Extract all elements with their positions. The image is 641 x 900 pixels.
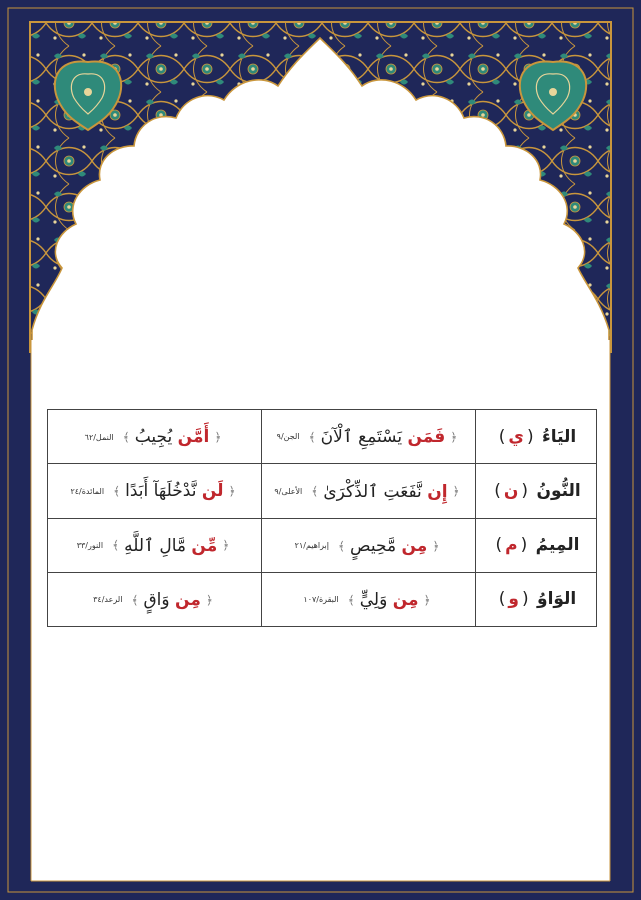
ayah-red-word: أَمَّن [177, 427, 210, 448]
ayah-red-word: لَن [201, 481, 224, 502]
surah-reference: المائدة/٢٤ [70, 486, 105, 496]
surah-reference: الرعد/٣٤ [93, 595, 123, 605]
example-cell-2 [48, 464, 262, 518]
ornate-bracket-open-icon: ﴿ [222, 538, 230, 553]
surah-reference: البقرة/١٠٧ [303, 595, 339, 605]
ayah-text [323, 481, 447, 502]
letter-name: اليَاءُ [542, 426, 577, 447]
ornate-bracket-close-icon: ﴾ [113, 484, 121, 499]
letter-glyph: و [508, 589, 519, 610]
letter-cell: المِيمُ (م) [476, 518, 597, 572]
idgham-letters-table [47, 409, 597, 627]
table-row [48, 572, 597, 626]
ayah-red-word: مِن [392, 589, 419, 610]
letter-cell: اليَاءُ (ي) [476, 410, 597, 464]
ayah-text [321, 426, 446, 447]
ayah-rest: مَّحِيصٍ [350, 535, 402, 556]
letter-cell: الوَاوُ (و) [476, 572, 597, 626]
letter-name: النُّونُ [536, 480, 581, 501]
letter-glyph: ي [508, 426, 524, 447]
ayah-rest: وَاقٍ [143, 589, 176, 610]
ornate-bracket-open-icon: ﴿ [452, 484, 460, 499]
ornate-bracket-open-icon: ﴿ [228, 484, 236, 499]
ornate-bracket-open-icon: ﴿ [423, 592, 431, 607]
ayah-rest: نَّفَعَتِ ٱلذِّكْرَىٰ [323, 481, 428, 502]
example-cell-2 [48, 518, 262, 572]
example-cell-2 [48, 572, 262, 626]
letter-glyph: ن [503, 480, 519, 501]
ayah-rest: مَّالِ ٱللَّهِ [124, 535, 192, 556]
ayah-text [360, 590, 419, 610]
example-cell-1 [262, 464, 476, 518]
ornate-bracket-close-icon: ﴾ [347, 592, 355, 607]
example-cell-1 [262, 518, 476, 572]
letter-name: الوَاوُ [537, 589, 577, 610]
ayah-red-word: مِّن [191, 535, 218, 556]
surah-reference: الجن/٩ [276, 432, 300, 442]
letter-glyph: م [505, 535, 518, 556]
ayah-text [350, 536, 427, 556]
example-cell-1 [262, 410, 476, 464]
example-cell-2 [48, 410, 262, 464]
ornate-bracket-close-icon: ﴾ [308, 429, 316, 444]
ayah-rest: يَسْتَمِعِ ٱلْآنَ [320, 427, 408, 448]
example-cell-1 [262, 572, 476, 626]
ayah-red-word: إِن [427, 481, 448, 502]
ayah-text [135, 427, 210, 447]
surah-reference: إبراهيم/٢١ [294, 541, 329, 551]
letter-name: المِيمُ [535, 535, 580, 556]
surah-reference: النور/٣٣ [76, 540, 104, 550]
ornate-bracket-close-icon: ﴾ [311, 484, 319, 499]
table-row [48, 518, 597, 572]
ornate-bracket-open-icon: ﴿ [432, 538, 440, 553]
ayah-red-word: فَمَن [407, 427, 446, 448]
ayah-text [143, 590, 200, 610]
letter-cell: النُّونُ (ن) [476, 464, 597, 518]
ornate-bracket-close-icon: ﴾ [338, 538, 346, 553]
ornate-bracket-open-icon: ﴿ [214, 430, 222, 445]
ornate-bracket-close-icon: ﴾ [112, 538, 120, 553]
ayah-text [125, 481, 223, 501]
ayah-rest: يُجِيبُ [134, 427, 178, 448]
ayah-red-word: مِن [401, 535, 428, 556]
ayah-rest: وَلِيٍّ [359, 589, 393, 610]
ayah-rest: نَّدْخُلَهَآ أَبَدًا [125, 481, 202, 502]
table-row [48, 464, 597, 518]
ornate-bracket-close-icon: ﴾ [131, 592, 139, 607]
surah-reference: الأعلى/٩ [274, 486, 303, 496]
surah-reference: النمل/٦٢ [84, 432, 114, 442]
ornate-bracket-close-icon: ﴾ [122, 430, 130, 445]
ayah-text [124, 535, 217, 556]
ornate-bracket-open-icon: ﴿ [450, 429, 458, 444]
ayah-red-word: مِن [175, 589, 201, 610]
table-row [48, 410, 597, 464]
ornate-bracket-open-icon: ﴿ [205, 592, 213, 607]
